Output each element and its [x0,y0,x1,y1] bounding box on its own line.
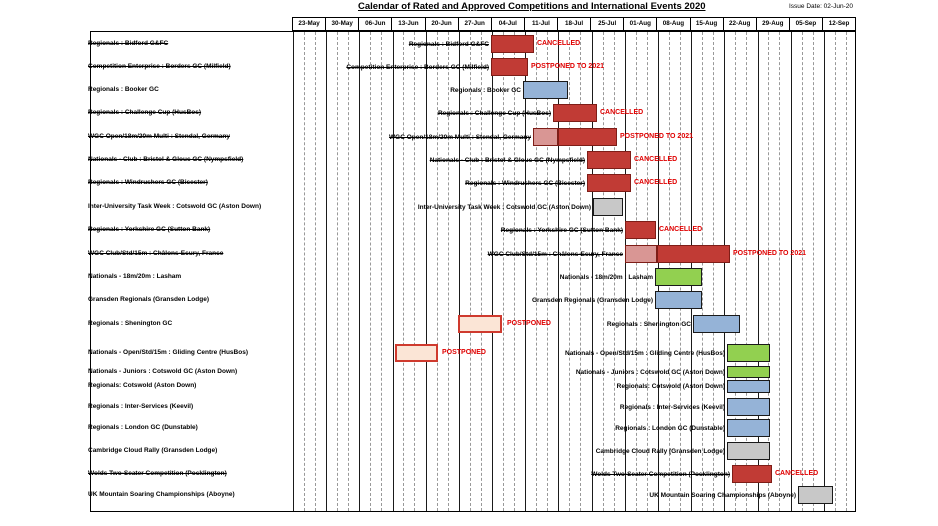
event-row-label: Nationals - Juniors : Cotswold GC (Aston Down) [88,368,238,375]
event-row-label: Gransden Regionals (Gransden Lodge) [88,296,209,303]
week-header-cell: 20-Jun [425,18,458,30]
day-gridline [315,32,316,511]
event-chart-label: Regionals : Challenge Cup (HusBos) [437,110,551,117]
gantt-bar-cancelled [587,151,631,169]
week-gridline [326,32,327,511]
event-row-label: Regionals: Cotswold (Aston Down) [88,382,197,389]
week-gridline [625,32,626,511]
day-gridline [713,32,714,511]
gantt-bar-blue [655,291,702,309]
status-label: POSTPONED TO 2021 [733,250,807,257]
day-gridline [403,32,404,511]
gantt-bar-cancelled [558,128,617,146]
event-row-label: Regionals : Yorkshire GC (Sutton Bank) [88,226,211,233]
day-gridline [370,32,371,511]
gantt-bar-postponed_light [625,245,657,263]
week-header-cell: 06-Jun [358,18,391,30]
day-gridline [381,32,382,511]
gantt-bar-cancelled [732,465,772,483]
event-row-label: Competition Enterprise : Borders GC (Milfield) [88,63,231,70]
event-chart-label: Regionals : Inter-Services (Keevil) [619,404,725,411]
week-header-cell: 29-Aug [756,18,789,30]
status-label: POSTPONED TO 2021 [531,63,605,70]
event-row-label: Wolds Two-Seater Competition (Pocklington) [88,470,227,477]
status-label: CANCELLED [659,226,703,233]
event-row-label: WGC Open/18m/20m Multi : Stendal, Germany [88,133,230,140]
week-header-cell: 27-Jun [458,18,491,30]
gantt-bar-postponed_light [533,128,558,146]
week-header-cell: 15-Aug [690,18,723,30]
event-row-label: Regionals : Bidford G&FC [88,40,169,47]
week-gridline [492,32,493,511]
week-header-cell: 11-Jul [524,18,557,30]
event-row-label: UK Mountain Soaring Championships (Aboyne) [88,491,235,498]
week-header-row [292,17,856,31]
day-gridline [603,32,604,511]
event-chart-label: Regionals : Windrushers GC (Bicester) [465,180,585,187]
event-row-label: WGC Club/Std/15m : Châlons-Ecury, France [88,250,224,257]
week-gridline [824,32,825,511]
gantt-bar-blue [727,380,770,393]
event-chart-label: Nationals - Club : Bristol & Glouc GC (Nympsfield) [429,157,585,164]
event-row-label: Regionals : Inter-Services (Keevil) [88,403,194,410]
issue-date: Issue Date: 02-Jun-20 [789,3,853,10]
day-gridline [746,32,747,511]
day-gridline [337,32,338,511]
day-gridline [304,32,305,511]
week-gridline [459,32,460,511]
day-gridline [514,32,515,511]
gantt-bar-green [655,268,702,286]
gantt-bar-cancelled [625,221,656,239]
event-chart-label: Regionals : Bidford G&FC [408,41,489,48]
week-header-cell: 08-Aug [656,18,689,30]
gantt-bar-blue [693,315,740,333]
gantt-bar-blue [523,81,568,99]
day-gridline [448,32,449,511]
week-gridline [426,32,427,511]
gantt-bar-cancelled [553,104,597,122]
week-gridline [293,32,294,511]
week-gridline [758,32,759,511]
day-gridline [813,32,814,511]
day-gridline [503,32,504,511]
event-chart-label: Regionals : Yorkshire GC (Sutton Bank) [500,227,623,234]
event-chart-label: Regionals: Cotswold (Aston Down) [616,383,725,390]
week-header-cell: 18-Jul [557,18,590,30]
day-gridline [414,32,415,511]
week-header-cell: 25-Jul [590,18,623,30]
week-header-cell: 22-Aug [723,18,756,30]
gantt-bar-cancelled [491,58,528,76]
gantt-bar-blue [727,398,770,416]
event-row-label: Nationals - 18m/20m : Lasham [88,273,182,280]
gantt-bar-cancelled [657,245,730,263]
event-chart-label: Wolds Two-Seater Competition (Pocklington) [591,471,730,478]
day-gridline [779,32,780,511]
event-chart-label: Gransden Regionals (Gransden Lodge) [532,297,653,304]
week-header-cell: 30-May [325,18,358,30]
status-label: CANCELLED [600,109,644,116]
event-row-label: Regionals : Booker GC [88,86,159,93]
status-label: CANCELLED [634,179,678,186]
gantt-bar-green [727,344,770,362]
timeline-grid [90,31,856,512]
event-chart-label: WGC Open/18m/20m Multi : Stendal, Germany [389,134,531,141]
event-row-label: Nationals - Club : Bristol & Glouc GC (Nympsfield) [88,156,244,163]
status-label: CANCELLED [634,156,678,163]
week-header-cell: 01-Aug [623,18,656,30]
event-row-label: Nationals - Open/Std/15m : Gliding Centre (HusBos) [88,349,248,356]
day-gridline [481,32,482,511]
gantt-bar-green [727,366,770,378]
event-chart-label: Nationals - Juniors : Cotswold GC (Aston Down) [575,369,725,376]
event-chart-label: WGC Club/Std/15m : Châlons-Ecury, France [487,251,623,258]
day-gridline [735,32,736,511]
event-row-label: Cambridge Cloud Rally (Gransden Lodge) [88,447,218,454]
week-header-cell: 23-May [298,20,320,27]
day-gridline [470,32,471,511]
event-chart-label: Cambridge Cloud Rally (Gransden Lodge) [595,448,725,455]
week-gridline [359,32,360,511]
gantt-bar-blue [727,419,770,437]
gantt-bar-outline [395,344,438,362]
week-gridline [393,32,394,511]
week-header-cell: 04-Jul [491,18,524,30]
gantt-bar-cancelled [491,35,534,53]
event-row-label: Regionals : London GC (Dunstable) [88,424,198,431]
status-label: POSTPONED TO 2021 [620,133,694,140]
day-gridline [846,32,847,511]
gantt-bar-gray [798,486,833,504]
event-chart-label: Competition Enterprise : Borders GC (Milfield) [346,64,489,71]
status-label: POSTPONED [442,349,486,356]
event-row-label: Regionals : Windrushers GC (Bicester) [88,179,208,186]
day-gridline [547,32,548,511]
day-gridline [536,32,537,511]
status-label: CANCELLED [775,470,819,477]
event-chart-label: Regionals : Booker GC [450,87,521,94]
week-header-cell: 13-Jun [391,18,424,30]
status-label: POSTPONED [507,320,551,327]
week-gridline [525,32,526,511]
day-gridline [614,32,615,511]
event-chart-label: Regionals : Shenington GC [606,321,691,328]
day-gridline [647,32,648,511]
week-header-cell: 12-Sep [822,18,855,30]
week-gridline [724,32,725,511]
week-gridline [791,32,792,511]
day-gridline [348,32,349,511]
status-label: CANCELLED [537,40,581,47]
day-gridline [802,32,803,511]
event-chart-label: UK Mountain Soaring Championships (Aboyne) [649,492,796,499]
gantt-bar-cancelled [587,174,631,192]
gantt-bar-gray [593,198,623,216]
page-title: Calendar of Rated and Approved Competitions and International Events 2020 [358,1,706,12]
day-gridline [702,32,703,511]
event-row-label: Regionals : Shenington GC [88,320,173,327]
event-chart-label: Nationals - 18m/20m : Lasham [559,274,653,281]
day-gridline [768,32,769,511]
event-row-label: Regionals : Challenge Cup (HusBos) [88,109,202,116]
event-chart-label: Nationals - Open/Std/15m : Gliding Centre (HusBos) [565,350,725,357]
gantt-bar-gray [727,442,770,460]
gantt-bar-outline [458,315,502,333]
week-header-cell: 05-Sep [789,18,822,30]
event-row-label: Inter-University Task Week : Cotswold GC (Aston Down) [88,203,262,210]
event-chart-label: Inter-University Task Week : Cotswold GC (Aston Down) [417,204,591,211]
day-gridline [835,32,836,511]
day-gridline [636,32,637,511]
day-gridline [437,32,438,511]
event-chart-label: Regionals : London GC (Dunstable) [615,425,725,432]
